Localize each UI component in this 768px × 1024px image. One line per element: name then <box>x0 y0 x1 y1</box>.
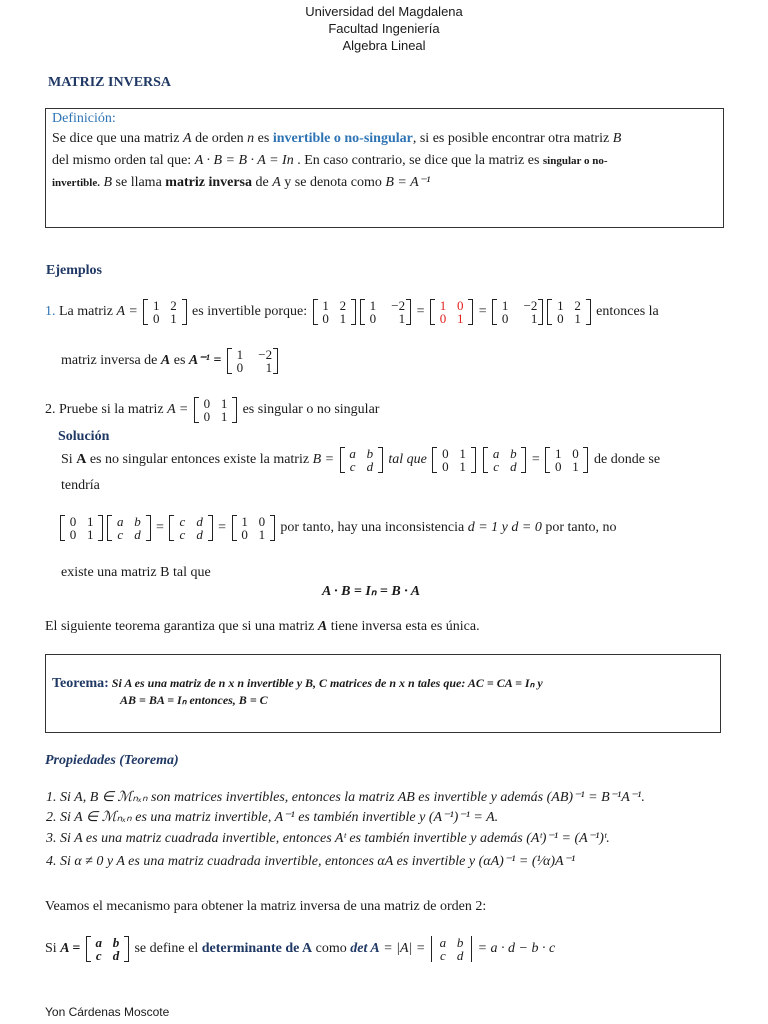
matrix-A2: 0 1 0 1 <box>194 397 237 423</box>
theorem-box <box>45 654 721 733</box>
property-1: 1. Si A, B ∈ ℳₙₓₙ son matrices invertibles, entonces la matriz AB es invertible y además (AB)⁻¹ = B⁻¹A⁻¹. <box>46 790 645 805</box>
definition-title: Definición: <box>52 111 116 126</box>
theorem-title: Teorema: <box>52 676 109 691</box>
solucion-title: Solución <box>58 429 110 444</box>
matrix-A-inverse: 1 −2 0 1 <box>227 348 278 374</box>
matrix-A2-product: 0 1 0 1 <box>432 447 475 473</box>
property-3: 3. Si A es una matriz cuadrada invertible, entonces Aᵗ es también invertible y además (Aᵗ)⁻¹ = (A⁻¹)ᵗ. <box>46 831 610 846</box>
matrix-B-product: a b c d <box>483 447 526 473</box>
solution-line4: existe una matriz B tal que <box>61 565 211 580</box>
definition-box <box>45 108 724 228</box>
matrix-A2-product3: 0 1 0 1 <box>60 515 103 541</box>
solution-line1: Si A es no singular entonces existe la matriz B = a b c d tal que 0 1 0 1 a b c d = 1 0 0 1 de donde se <box>61 446 661 474</box>
identity-matrix-2: 1 0 0 1 <box>545 447 588 473</box>
matriz-inversa-term: matriz inversa <box>165 175 252 190</box>
determinant-bars: a b c d <box>431 936 472 962</box>
property-2: 2. Si A ∈ ℳₙₓₙ es una matriz invertible, A⁻¹ es también invertible y (A⁻¹)⁻¹ = A. <box>46 810 499 825</box>
definition-text: Se dice que una matriz A de orden n es invertible o no-singular, si es posible encontrar otra matriz B del mismo orden tal que: A · B = B · A = In . En caso contrario, se dice que la matriz es singular o no- invertible. B se llama matriz inversa de A y se denota como B = A⁻¹ <box>52 131 622 190</box>
matrix-abcd: a b c d <box>86 936 129 962</box>
invertible-term: invertible o no-singular <box>272 131 413 146</box>
solution-line2: tendría <box>61 478 100 493</box>
identity-matrix-3: 1 0 0 1 <box>232 515 275 541</box>
property-4: 4. Si α ≠ 0 y A es una matriz cuadrada invertible, entonces αA es invertible y (αA)⁻¹ = (¹⁄α)A⁻¹ <box>46 854 576 869</box>
header-university: Universidad del Magdalena <box>305 4 463 19</box>
theorem-line2: AB = BA = Iₙ entonces, B = C <box>120 693 268 707</box>
matrix-A-product2: 1 2 0 1 <box>547 299 590 325</box>
matrix-Ainv-product: 1 −2 0 1 <box>360 299 411 325</box>
propiedades-title: Propiedades (Teorema) <box>45 753 179 768</box>
determinant-line: Si A = a b c d se define el determinante de A como det A = |A| = a b c d = a · d − b · c <box>45 935 556 963</box>
solution-line3: 0 1 0 1 a b c d = c d c d = 1 0 0 1 por tanto, hay una inconsistencia d = 1 y d = 0 por tanto, no <box>58 515 616 541</box>
mecanismo-text: Veamos el mecanismo para obtener la matriz inversa de una matriz de orden 2: <box>45 899 487 914</box>
example-2-line1: 2. Pruebe si la matriz A = 0 1 0 1 es singular o no singular <box>45 396 380 424</box>
solution-centered-eq: A · B = Iₙ = B · A <box>322 584 421 599</box>
example-1-line2: matriz inversa de A es A⁻¹ = 1 −2 0 1 <box>61 348 280 374</box>
matrix-B: a b c d <box>340 447 383 473</box>
header-course: Algebra Lineal <box>342 38 426 53</box>
theorem-line1: Si A es una matriz de n x n invertible y B, C matrices de n x n tales que: AC = CA = Iₙ y <box>108 676 543 690</box>
matrix-A-product: 1 2 0 1 <box>313 299 356 325</box>
ejemplos-title: Ejemplos <box>46 263 102 278</box>
identity-matrix-red: 1 0 0 1 <box>430 299 473 325</box>
matrix-A: 1 2 0 1 <box>143 299 186 325</box>
header-faculty: Facultad Ingeniería <box>328 21 440 36</box>
section-title: MATRIZ INVERSA <box>48 75 172 90</box>
matrix-Ainv-product2: 1 −2 0 1 <box>492 299 543 325</box>
matrix-cd: c d c d <box>169 515 212 541</box>
determinante-term: determinante de A <box>201 941 313 957</box>
example-1-line1: 1. La matriz A = 1 2 0 1 es invertible porque: 1 2 0 1 1 −2 0 1 = 1 0 0 1 = 1 −2 0 1 1 2 0 1 entonces la <box>45 298 659 326</box>
theorem-intro: El siguiente teorema garantiza que si una matriz A tiene inversa esta es única. <box>45 619 480 634</box>
footer-author: Yon Cárdenas Moscote <box>45 1005 170 1019</box>
matrix-B-product3: a b c d <box>107 515 150 541</box>
